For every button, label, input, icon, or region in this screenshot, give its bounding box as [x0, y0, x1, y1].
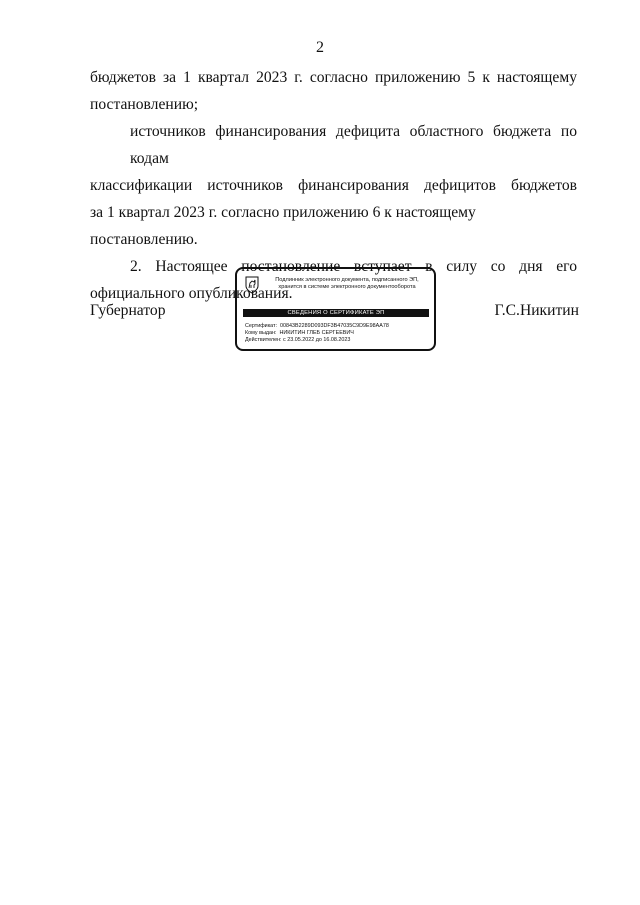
signature-block [90, 267, 579, 355]
paragraph-financing-sources [90, 118, 577, 253]
paragraph-line: источников финансирования дефицита областного бюджета по кодам [130, 123, 577, 167]
validity-label: Действителен: [245, 337, 282, 344]
certificate-label: Сертификат: [245, 323, 278, 329]
certificate-row [245, 323, 431, 330]
page-number: 2 [316, 39, 324, 56]
stamp-certificate-bar: СВЕДЕНИЯ О СЕРТИФИКАТЕ ЭП [243, 309, 429, 317]
issued-to-value: НИКИТИН ГЛЕБ СЕРГЕЕВИЧ [279, 330, 354, 337]
paragraph-line: бюджетов за 1 квартал 2023 г. согласно приложению 5 к настоящему [90, 69, 577, 86]
electronic-signature-stamp [235, 267, 436, 351]
signatory-name: Г.С.Никитин [494, 302, 579, 319]
coat-of-arms-icon [245, 276, 259, 294]
stamp-header-line: Подлинник электронного документа, подписанного ЭП, [275, 277, 419, 283]
validity-row [245, 337, 431, 344]
stamp-details [245, 323, 431, 345]
paragraph-budgets-q1 [90, 64, 577, 118]
signatory-title: Губернатор [90, 302, 166, 319]
stamp-header-line: хранится в системе электронного документооборота [278, 284, 416, 290]
paragraph-line: официального опубликования. [90, 285, 293, 302]
paragraph-line: постановлению; [90, 96, 199, 113]
validity-value: с 23.05.2022 до 16.08.2023 [283, 337, 351, 344]
paragraph-line: классификации источников финансирования дефицитов бюджетов [90, 177, 577, 194]
paragraph-line: за 1 квартал 2023 г. согласно приложению 6 к настоящему постановлению. [90, 204, 476, 248]
paragraph-line: 2. Настоящее постановление вступает в силу со дня его [130, 258, 577, 275]
issued-to-label: Кому выдан: [245, 330, 277, 337]
certificate-value: 00843B2289D093DF3B47035C9D9E98AA78 [280, 323, 389, 329]
stamp-header [263, 277, 431, 291]
